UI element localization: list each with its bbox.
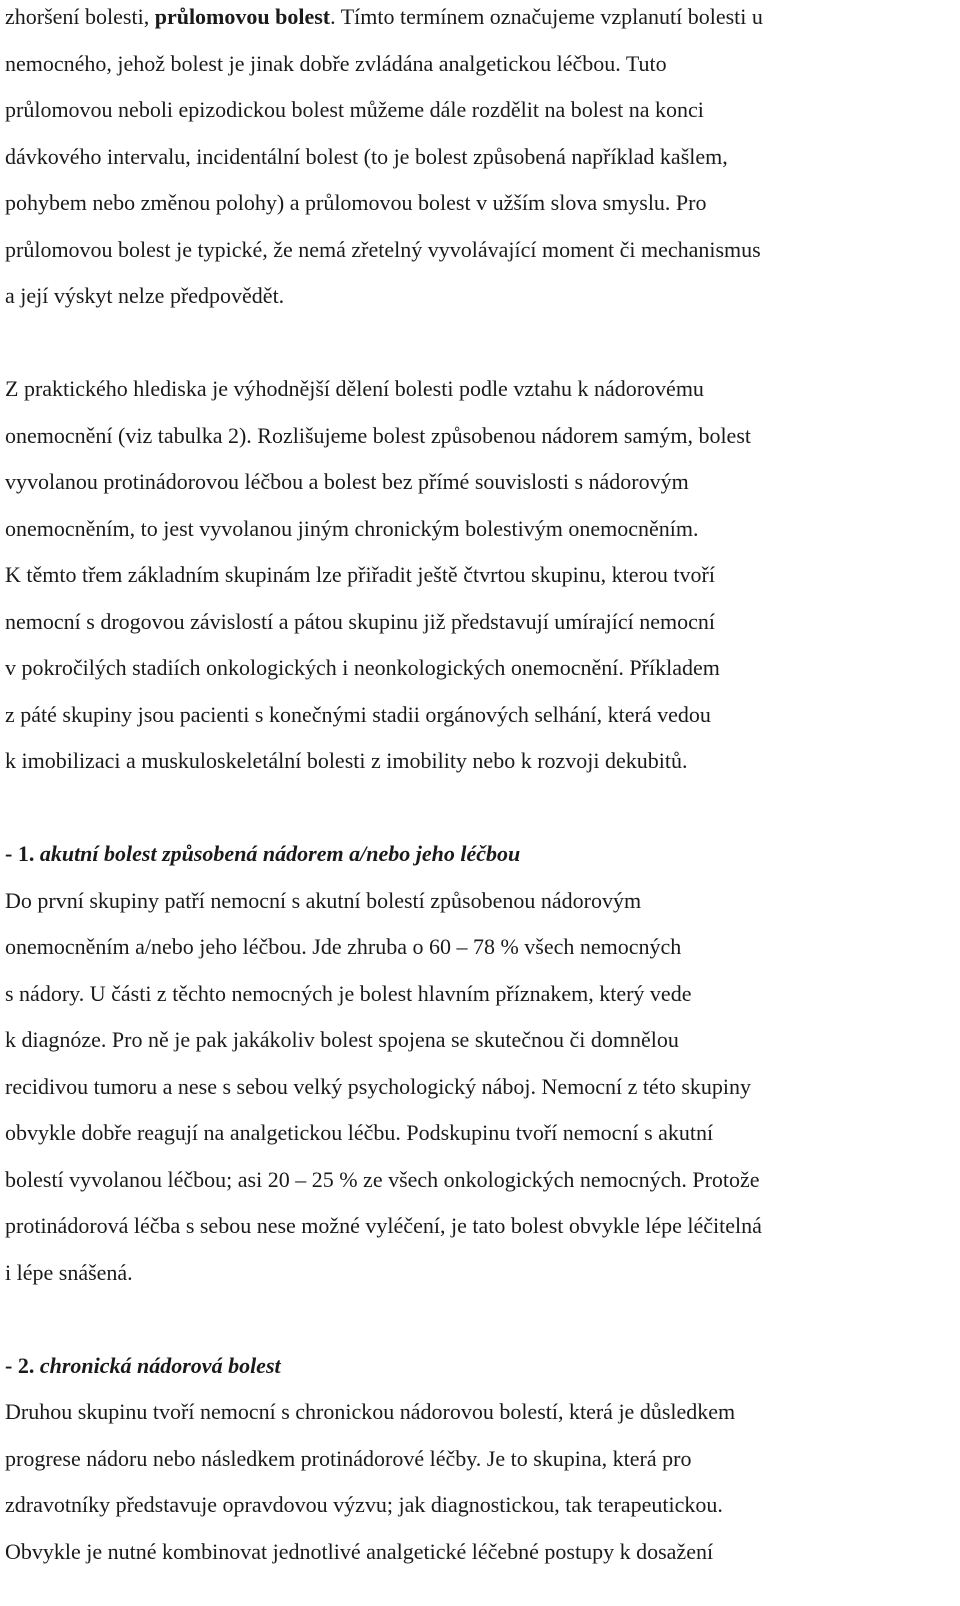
- text-line: a její výskyt nelze předpovědět.: [5, 283, 285, 308]
- text-line: zhoršení bolesti, průlomovou bolest. Tímto termínem označujeme vzplanutí bolesti u: [5, 4, 763, 29]
- text-line: onemocněním a/nebo jeho léčbou. Jde zhruba o 60 – 78 % všech nemocných: [5, 934, 682, 959]
- text-line: z páté skupiny jsou pacienti s konečnými stadii orgánových selhání, která vedou: [5, 701, 711, 727]
- section-acute-pain: [5, 831, 940, 1296]
- text-line: vyvolanou protinádorovou léčbou a bolest bez přímé souvislosti s nádorovým: [5, 469, 689, 494]
- text-line: k imobilizaci a muskuloskeletální bolesti z imobility nebo k rozvoji dekubitů.: [5, 748, 688, 773]
- section-heading: - 1. akutní bolest způsobená nádorem a/nebo jeho léčbou: [5, 841, 521, 866]
- text-line: Obvykle je nutné kombinovat jednotlivé analgetické léčebné postupy k dosažení: [5, 1538, 714, 1564]
- section-chronic-pain: [5, 1343, 940, 1576]
- section-heading: - 2. chronická nádorová bolest: [5, 1352, 281, 1378]
- text-line: recidivou tumoru a nese s sebou velký psychologický náboj. Nemocní z této skupiny: [5, 1073, 752, 1099]
- bold-term: průlomovou bolest: [154, 4, 331, 29]
- paragraph-gap: [5, 1296, 940, 1343]
- text-line: k diagnóze. Pro ně je pak jakákoliv bolest spojena se skutečnou či domnělou: [5, 1027, 679, 1052]
- text-line: v pokročilých stadiích onkologických i neonkologických onemocnění. Příkladem: [5, 655, 720, 680]
- text-line: bolestí vyvolanou léčbou; asi 20 – 25 % ze všech onkologických nemocných. Protože: [5, 1166, 760, 1192]
- paragraph-gap: [5, 320, 940, 367]
- paragraph-breakthrough-pain: [5, 0, 940, 320]
- document-page: [5, 0, 940, 1575]
- text-line: nemocní s drogovou závislostí a pátou skupinu již představují umírající nemocní: [5, 608, 715, 634]
- text-line: Do první skupiny patří nemocní s akutní bolestí způsobenou nádorovým: [5, 887, 642, 913]
- text-line: obvykle dobře reagují na analgetickou léčbu. Podskupinu tvoří nemocní s akutní: [5, 1120, 714, 1145]
- text-line: průlomovou bolest je typické, že nemá zřetelný vyvolávající moment či mechanismus: [5, 236, 761, 262]
- text-line: protinádorová léčba s sebou nese možné vyléčení, je tato bolest obvykle lépe léčitelná: [5, 1213, 762, 1238]
- paragraph-gap: [5, 785, 940, 832]
- text-line: dávkového intervalu, incidentální bolest (to je bolest způsobená například kašlem,: [5, 143, 728, 169]
- text-line: onemocnění (viz tabulka 2). Rozlišujeme bolest způsobenou nádorem samým, bolest: [5, 422, 751, 448]
- text-line: K těmto třem základním skupinám lze přiřadit ještě čtvrtou skupinu, kterou tvoří: [5, 562, 715, 587]
- text-line: progrese nádoru nebo následkem protinádorové léčby. Je to skupina, která pro: [5, 1445, 692, 1471]
- paragraph-classification: [5, 366, 940, 785]
- section-title: akutní bolest způsobená nádorem a/nebo jeho léčbou: [39, 841, 521, 866]
- text-line: i lépe snášená.: [5, 1259, 133, 1285]
- text-line: Druhou skupinu tvoří nemocní s chronickou nádorovou bolestí, která je důsledkem: [5, 1399, 736, 1424]
- text-line: s nádory. U části z těchto nemocných je bolest hlavním příznakem, který vede: [5, 980, 692, 1006]
- text-line: zdravotníky představuje opravdovou výzvu; jak diagnostickou, tak terapeutickou.: [5, 1492, 723, 1517]
- text-line: pohybem nebo změnou polohy) a průlomovou bolest v užším slova smyslu. Pro: [5, 190, 707, 215]
- text-line: průlomovou neboli epizodickou bolest můžeme dále rozdělit na bolest na konci: [5, 97, 704, 122]
- text-line: nemocného, jehož bolest je jinak dobře zvládána analgetickou léčbou. Tuto: [5, 50, 667, 76]
- text-line: onemocněním, to jest vyvolanou jiným chronickým bolestivým onemocněním.: [5, 515, 699, 541]
- text-line: Z praktického hlediska je výhodnější dělení bolesti podle vztahu k nádorovému: [5, 376, 704, 401]
- section-title: chronická nádorová bolest: [39, 1352, 281, 1378]
